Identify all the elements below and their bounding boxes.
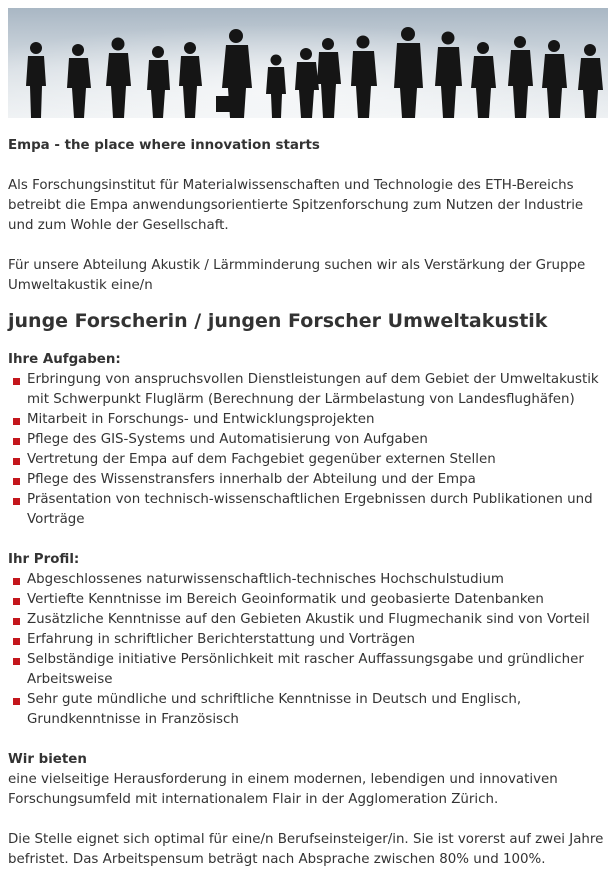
bullet-square-icon [13,498,20,505]
job-posting-content [8,136,608,870]
list-item-text: Erfahrung in schriftlicher Berichterstattung und Vorträgen [27,632,416,647]
profile-heading: Ihr Profil: [8,552,80,567]
list-item [8,490,608,530]
list-item-text: Erbringung von anspruchsvollen Dienstleistungen auf dem Gebiet der Umweltakustik mit Schwerpunkt Fluglärm (Berechnung der Lärmbelastung von Landesflughäfen) [27,372,599,407]
list-item [8,650,608,690]
list-item-text: Pflege des Wissenstransfers innerhalb der Abteilung und der Empa [27,472,476,487]
list-item [8,570,608,590]
list-item-text: Vertretung der Empa auf dem Fachgebiet gegenüber externen Stellen [27,452,496,467]
list-item-text: Sehr gute mündliche und schriftliche Kenntnisse in Deutsch und Englisch, Grundkenntnisse in Französisch [27,692,522,727]
list-item [8,470,608,490]
list-item-text: Pflege des GIS-Systems und Automatisierung von Aufgaben [27,432,428,447]
bullet-square-icon [13,638,20,645]
job-title: junge Forscherin / jungen Forscher Umweltakustik [8,310,548,332]
offer-heading: Wir bieten [8,752,87,767]
list-item-text: Zusätzliche Kenntnisse auf den Gebieten Akustik und Flugmechanik sind von Vorteil [27,612,590,627]
bullet-square-icon [13,438,20,445]
list-item-text: Präsentation von technisch-wissenschaftlichen Ergebnissen durch Publikationen und Vorträge [27,492,593,527]
bullet-square-icon [13,618,20,625]
search-paragraph: Für unsere Abteilung Akustik / Lärmminderung suchen wir als Verstärkung der Gruppe Umweltakustik eine/n [8,258,586,293]
list-item [8,450,608,470]
bullet-square-icon [13,458,20,465]
list-item-text: Vertiefte Kenntnisse im Bereich Geoinformatik und geobasierte Datenbanken [27,592,544,607]
offer-paragraph: eine vielseitige Herausforderung in einem modernen, lebendigen und innovativen Forschungsumfeld mit internationalem Flair in der Agglomeration Zürich. [8,772,558,807]
list-item-text: Mitarbeit in Forschungs- und Entwicklungsprojekten [27,412,375,427]
bullet-square-icon [13,658,20,665]
list-item [8,590,608,610]
bullet-square-icon [13,698,20,705]
bullet-square-icon [13,578,20,585]
list-item [8,370,608,410]
business-people-silhouettes-icon [8,8,608,118]
list-item [8,630,608,650]
list-item [8,610,608,630]
profile-list [8,570,608,730]
list-item [8,690,608,730]
bullet-square-icon [13,418,20,425]
list-item-text: Selbständige initiative Persönlichkeit mit rascher Auffassungsgabe und gründlicher Arbeitsweise [27,652,584,687]
list-item-text: Abgeschlossenes naturwissenschaftlich-technisches Hochschulstudium [27,572,504,587]
bullet-square-icon [13,378,20,385]
tasks-heading: Ihre Aufgaben: [8,352,121,367]
tagline: Empa - the place where innovation starts [8,138,320,153]
banner-image [8,8,608,118]
bullet-square-icon [13,478,20,485]
list-item [8,430,608,450]
about-paragraph: Als Forschungsinstitut für Materialwissenschaften und Technologie des ETH-Bereichs betreibt die Empa anwendungsorientierte Spitzenforschung zum Nutzen der Industrie und zum Wohle der Gesellschaft. [8,178,584,233]
closing-paragraph: Die Stelle eignet sich optimal für eine/n Berufseinsteiger/in. Sie ist vorerst auf zwei Jahre befristet. Das Arbeitspensum beträgt nach Absprache zwischen 80% und 100%. [8,832,604,867]
tasks-list [8,370,608,530]
bullet-square-icon [13,598,20,605]
list-item [8,410,608,430]
